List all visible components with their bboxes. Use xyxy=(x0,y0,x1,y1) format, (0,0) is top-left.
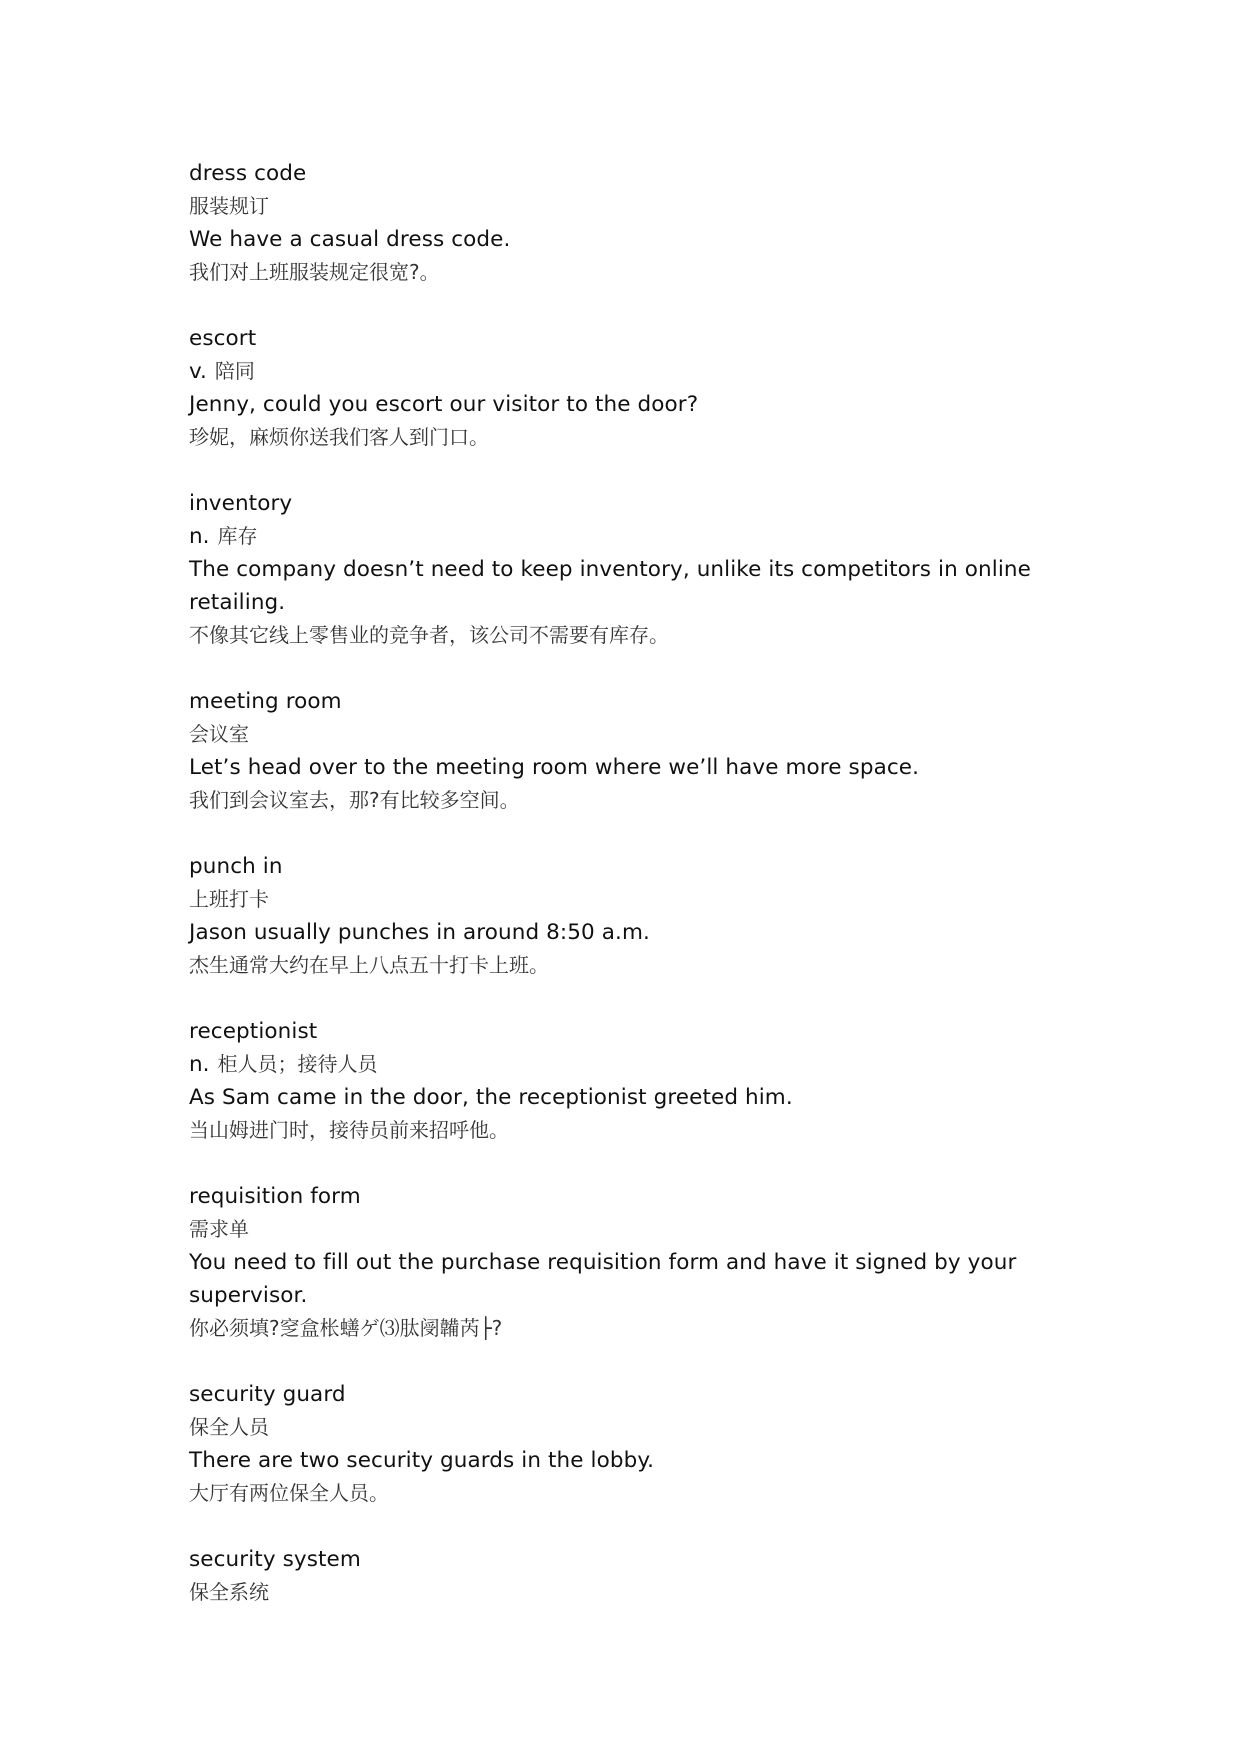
entry-example-en: As Sam came in the door, the receptionist greeted him. xyxy=(189,1085,793,1110)
entry-definition xyxy=(189,1048,1089,1081)
entry-definition xyxy=(189,520,1089,553)
vocab-entry xyxy=(189,1378,1089,1510)
vocab-entry xyxy=(189,1015,1089,1147)
entry-term: inventory xyxy=(189,491,293,516)
entry-example-zh: 当山姆进门时，接待员前来招呼他。 xyxy=(189,1118,509,1142)
entry-term: receptionist xyxy=(189,1019,318,1044)
entry-part-of-speech: n. xyxy=(189,1052,210,1077)
entry-definition xyxy=(189,1213,1089,1246)
vocab-entry xyxy=(189,157,1089,289)
entry-definition xyxy=(189,1576,1089,1609)
entry-definition-text: 柜人员；接待人员 xyxy=(217,1052,378,1076)
entry-example-zh: 珍妮，麻烦你送我们客人到门口。 xyxy=(189,425,489,449)
entry-term: meeting room xyxy=(189,689,342,714)
entry-term: punch in xyxy=(189,854,283,879)
entry-example-zh: 你必须填?窆盒枨蟮ゲ⑶肽阌韛芮├? xyxy=(189,1316,503,1340)
entry-definition xyxy=(189,883,1089,916)
vocab-entry xyxy=(189,322,1089,454)
entry-example-en: Jason usually punches in around 8:50 a.m. xyxy=(189,920,650,945)
vocab-entry xyxy=(189,1543,1089,1609)
entry-example-en: Let’s head over to the meeting room where we’ll have more space. xyxy=(189,755,920,780)
entry-example-en: You need to fill out the purchase requisition form and have it signed by your supervisor. xyxy=(189,1250,1024,1308)
entry-definition-text: 陪同 xyxy=(214,359,255,383)
entry-part-of-speech: v. xyxy=(189,359,207,384)
entry-term: security system xyxy=(189,1547,361,1572)
entry-term: security guard xyxy=(189,1382,346,1407)
entry-definition xyxy=(189,1411,1089,1444)
entry-example-zh: 我们到会议室去，那?有比较多空间。 xyxy=(189,788,520,812)
entry-example-zh: 我们对上班服装规定很宽?。 xyxy=(189,260,440,284)
entry-example-zh: 大厅有两位保全人员。 xyxy=(189,1481,389,1505)
entry-example-en: Jenny, could you escort our visitor to the door? xyxy=(189,392,699,417)
vocabulary-list xyxy=(189,157,1089,1642)
entry-example-en: The company doesn’t need to keep inventory, unlike its competitors in online retailing. xyxy=(189,557,1038,615)
entry-example-en: There are two security guards in the lobby. xyxy=(189,1448,655,1473)
entry-definition-text: 需求单 xyxy=(189,1217,249,1241)
entry-definition xyxy=(189,355,1089,388)
entry-definition-text: 保全人员 xyxy=(189,1415,269,1439)
entry-term: escort xyxy=(189,326,257,351)
entry-definition xyxy=(189,718,1089,751)
vocab-entry xyxy=(189,1180,1089,1345)
entry-part-of-speech: n. xyxy=(189,524,210,549)
entry-example-en: We have a casual dress code. xyxy=(189,227,511,252)
entry-definition-text: 会议室 xyxy=(189,722,249,746)
entry-definition xyxy=(189,190,1089,223)
entry-definition-text: 上班打卡 xyxy=(189,887,269,911)
entry-definition-text: 库存 xyxy=(217,524,258,548)
vocab-entry xyxy=(189,487,1089,652)
entry-definition-text: 服装规订 xyxy=(189,194,269,218)
entry-definition-text: 保全系统 xyxy=(189,1580,269,1604)
entry-example-zh: 杰生通常大约在早上八点五十打卡上班。 xyxy=(189,953,549,977)
vocab-entry xyxy=(189,850,1089,982)
entry-term: requisition form xyxy=(189,1184,361,1209)
entry-example-zh: 不像其它线上零售业的竞争者，该公司不需要有库存。 xyxy=(189,623,669,647)
vocab-entry xyxy=(189,685,1089,817)
entry-term: dress code xyxy=(189,161,307,186)
